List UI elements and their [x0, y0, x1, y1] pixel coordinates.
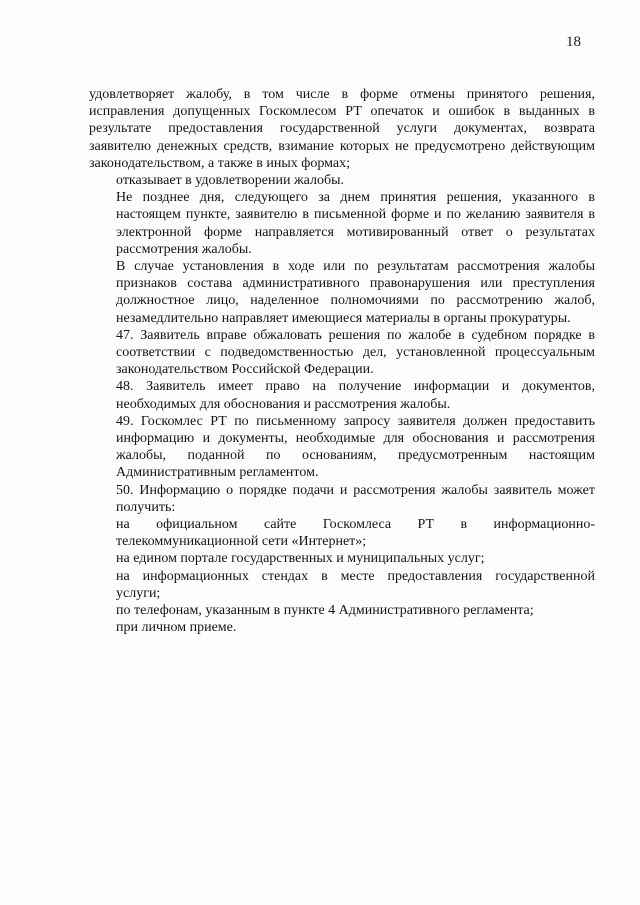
text-line: на официальном сайте Госкомлеса РТ в информационно-	[116, 517, 595, 533]
text-line: информацию и документы, необходимые для обоснования и рассмотрения	[116, 431, 595, 447]
text-line: законодательством, а также в иных формах;	[89, 155, 350, 171]
page-number: 18	[566, 34, 581, 50]
text-line: по телефонам, указанным в пункте 4 Административного регламента;	[116, 603, 534, 619]
text-line: соответствии с подведомственностью дел, установленной процессуальным	[116, 345, 595, 361]
paragraph-47	[89, 327, 595, 379]
text-line: Административным регламентом.	[116, 465, 319, 481]
text-line: телекоммуникационной сети «Интернет»;	[116, 534, 367, 550]
text-line: на информационных стендах в месте предоставления государственной	[116, 568, 595, 584]
text-line: должностное лицо, наделенное полномочиями по рассмотрению жалоб,	[116, 293, 595, 309]
text-line: признаков состава административного правонарушения или преступления	[116, 276, 595, 292]
list-item-stands	[89, 568, 595, 602]
paragraph	[89, 258, 595, 327]
text-line: удовлетворяет жалобу, в том числе в форме отмены принятого решения,	[89, 87, 595, 102]
paragraph	[89, 189, 595, 258]
text-line: результате предоставления государственной услуги документах, возврата	[89, 121, 595, 137]
text-line: заявителю денежных средств, взимание которых не предусмотрено действующим	[89, 138, 595, 154]
text-line: отказывает в удовлетворении жалобы.	[116, 173, 344, 189]
list-item-portal	[89, 550, 595, 567]
text-line: услуги;	[116, 585, 161, 601]
text-line: В случае установления в ходе или по результатам рассмотрения жалобы	[116, 259, 595, 275]
document-body	[89, 86, 595, 637]
text-line: на едином портале государственных и муниципальных услуг;	[116, 551, 485, 567]
text-line: при личном приеме.	[116, 620, 237, 636]
text-line: 47. Заявитель вправе обжаловать решения по жалобе в судебном порядке в	[116, 327, 595, 343]
text-line: законодательством Российской Федерации.	[116, 362, 374, 378]
text-line: рассмотрения жалобы.	[116, 241, 252, 257]
list-item-phone	[89, 602, 595, 619]
paragraph	[89, 172, 595, 189]
text-line: 49. Госкомлес РТ по письменному запросу заявителя должен предоставить	[116, 413, 595, 429]
text-line: настоящем пункте, заявителю в письменной форме и по желанию заявителя в	[116, 207, 595, 223]
text-line: Не позднее дня, следующего за днем принятия решения, указанного в	[116, 190, 595, 206]
paragraph-48	[89, 378, 595, 412]
paragraph	[89, 86, 595, 172]
paragraph-49	[89, 413, 595, 482]
text-line: необходимых для обоснования и рассмотрения жалобы.	[116, 396, 451, 412]
text-line: электронной форме направляется мотивированный ответ о результатах	[116, 224, 595, 240]
text-line: жалобы, поданной по основаниям, предусмотренным настоящим	[116, 448, 595, 464]
text-line: 50. Информацию о порядке подачи и рассмотрения жалобы заявитель может	[116, 482, 595, 498]
paragraph-50	[89, 482, 595, 516]
text-line: исправления допущенных Госкомлесом РТ опечаток и ошибок в выданных в	[89, 104, 595, 120]
text-line: получить:	[116, 499, 176, 515]
text-line: незамедлительно направляет имеющиеся материалы в органы прокуратуры.	[116, 310, 571, 326]
text-line: 48. Заявитель имеет право на получение информации и документов,	[116, 379, 595, 395]
list-item-website	[89, 516, 595, 550]
list-item-in-person	[89, 619, 595, 636]
